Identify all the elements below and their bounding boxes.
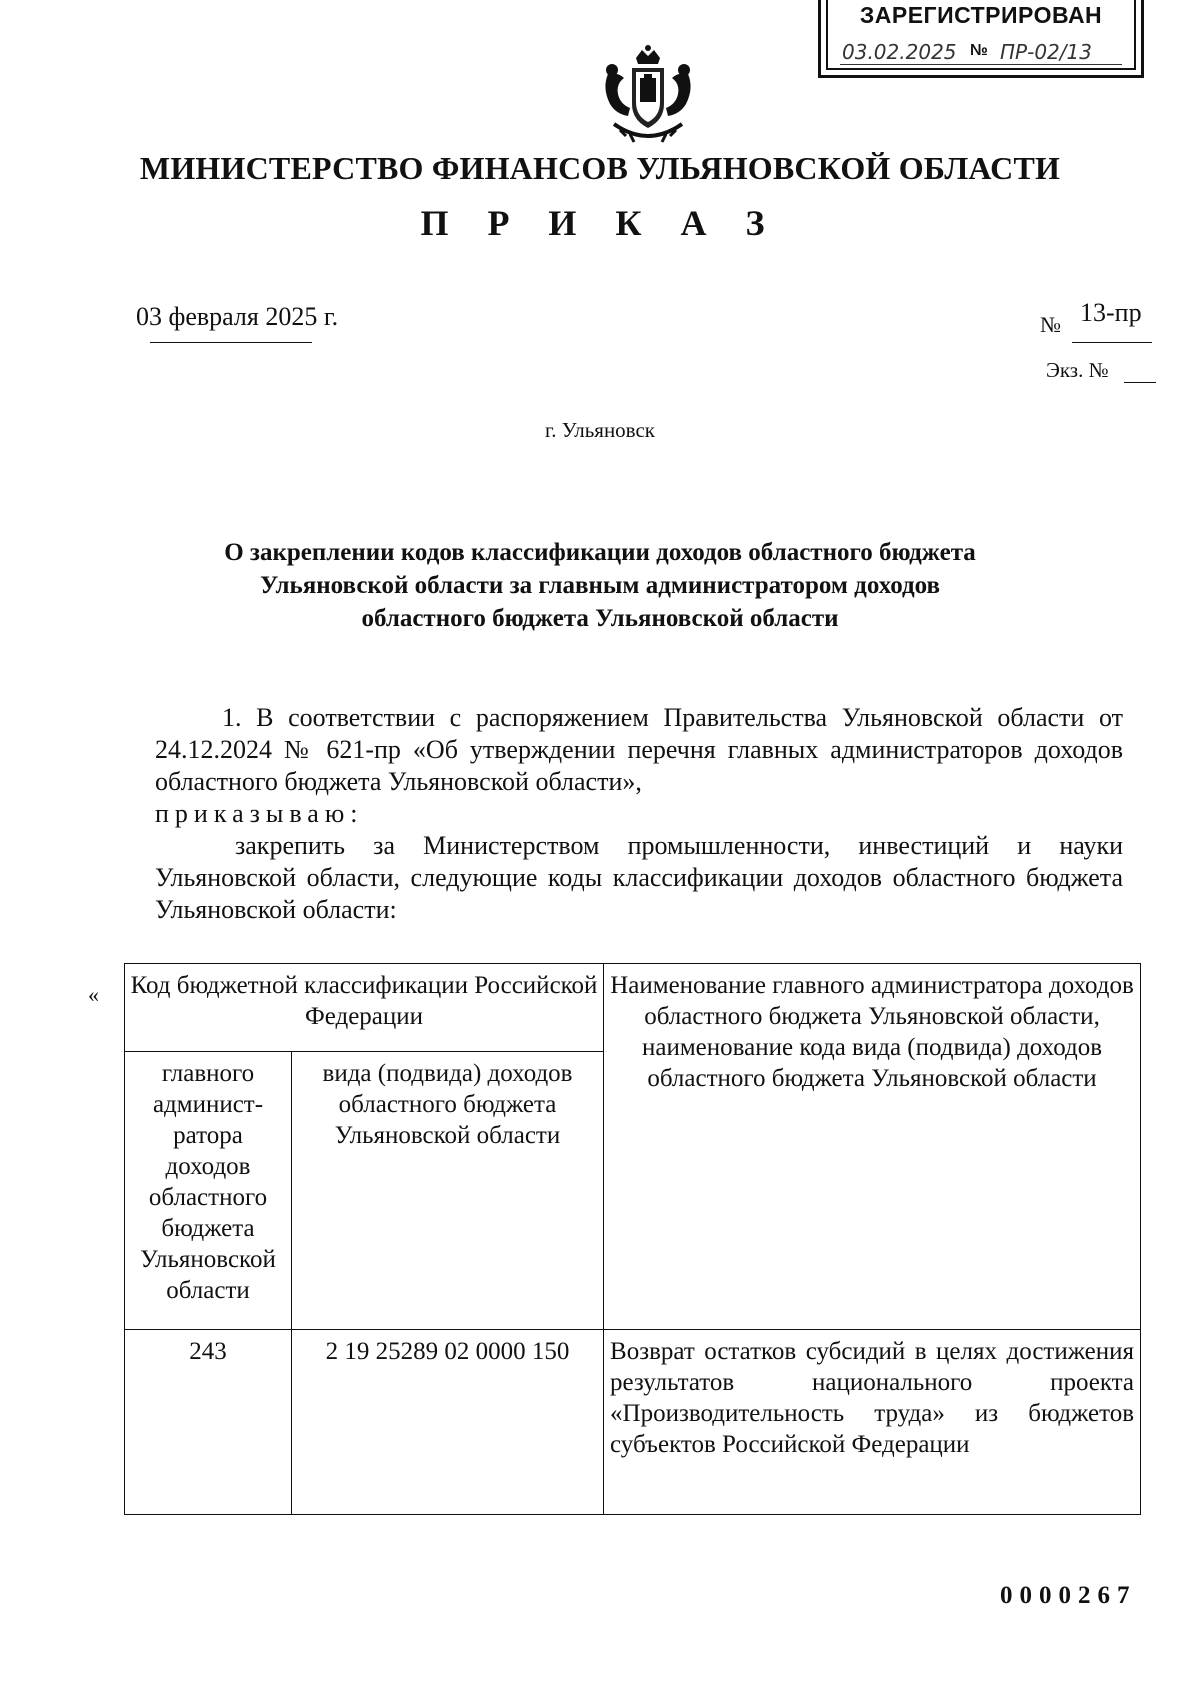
table-open-quote: «: [88, 982, 99, 1007]
copy-number-label: Экз. №: [1046, 358, 1109, 382]
title-line-2: Ульяновской области за главным администратором доходов: [259, 572, 941, 599]
document-number-label: №: [1040, 312, 1061, 337]
header-admin-code: главного админист-ратора доходов областного бюджета Ульяновской области: [125, 1052, 292, 1330]
stamp-date: 03.02.2025: [842, 40, 957, 64]
cell-admin-code: 243: [125, 1330, 292, 1515]
ministry-name: МИНИСТЕРСТВО ФИНАНСОВ УЛЬЯНОВСКОЙ ОБЛАСТИ: [139, 150, 1061, 186]
stamp-number-label: №: [970, 42, 988, 59]
stamp-inner-frame: [826, 0, 1136, 70]
copy-number-blank: [1124, 382, 1156, 383]
city-name: г. Ульяновск: [544, 418, 655, 442]
document-type: П Р И К А З: [420, 203, 780, 243]
header-income-code: вида (подвида) доходов областного бюджета Ульяновской области: [292, 1052, 604, 1330]
body-order-word: приказываю:: [155, 799, 364, 828]
title-line-3: областного бюджета Ульяновской области: [361, 605, 839, 632]
document-date: 03 февраля 2025 г.: [136, 302, 339, 331]
cell-description: Возврат остатков субсидий в целях достижения результатов национального проекта «Производительность труда» из бюджетов субъектов Российской Федерации: [604, 1330, 1141, 1515]
coat-of-arms-icon: [598, 44, 698, 150]
title-line-1: О закреплении кодов классификации доходов областного бюджета: [224, 539, 976, 566]
document-title: [120, 536, 1080, 635]
cell-income-code: 2 19 25289 02 0000 150: [292, 1330, 604, 1515]
registration-stamp: [818, 0, 1144, 78]
header-code-group: Код бюджетной классификации Российской Федерации: [125, 964, 604, 1052]
date-underline: [150, 342, 312, 343]
table-header-row: [125, 964, 1141, 1052]
number-underline: [1072, 342, 1152, 343]
document-body: [155, 702, 1123, 926]
classification-codes-table: [124, 963, 1141, 1515]
document-number: 13-пр: [1080, 298, 1142, 327]
stamp-underline: [840, 64, 1122, 65]
header-description: Наименование главного администратора доходов областного бюджета Ульяновской области, наименование кода вида (подвида) доходов областного бюджета Ульяновской области: [604, 964, 1141, 1330]
body-paragraph-1: 1. В соответствии с распоряжением Правительства Ульяновской области от 24.12.2024 № 621-пр «Об утверждении перечня главных администраторов доходов областного бюджета Ульяновской области»,: [155, 703, 1123, 796]
stamp-title: ЗАРЕГИСТРИРОВАН: [859, 2, 1103, 28]
body-paragraph-2: закрепить за Министерством промышленности, инвестиций и науки Ульяновской области, следующие коды классификации доходов областного бюджета Ульяновской области:: [155, 831, 1123, 924]
form-serial-number: 0000267: [1000, 1582, 1137, 1609]
stamp-number: ПР-02/13: [1000, 40, 1092, 64]
table-row: [125, 1330, 1141, 1515]
